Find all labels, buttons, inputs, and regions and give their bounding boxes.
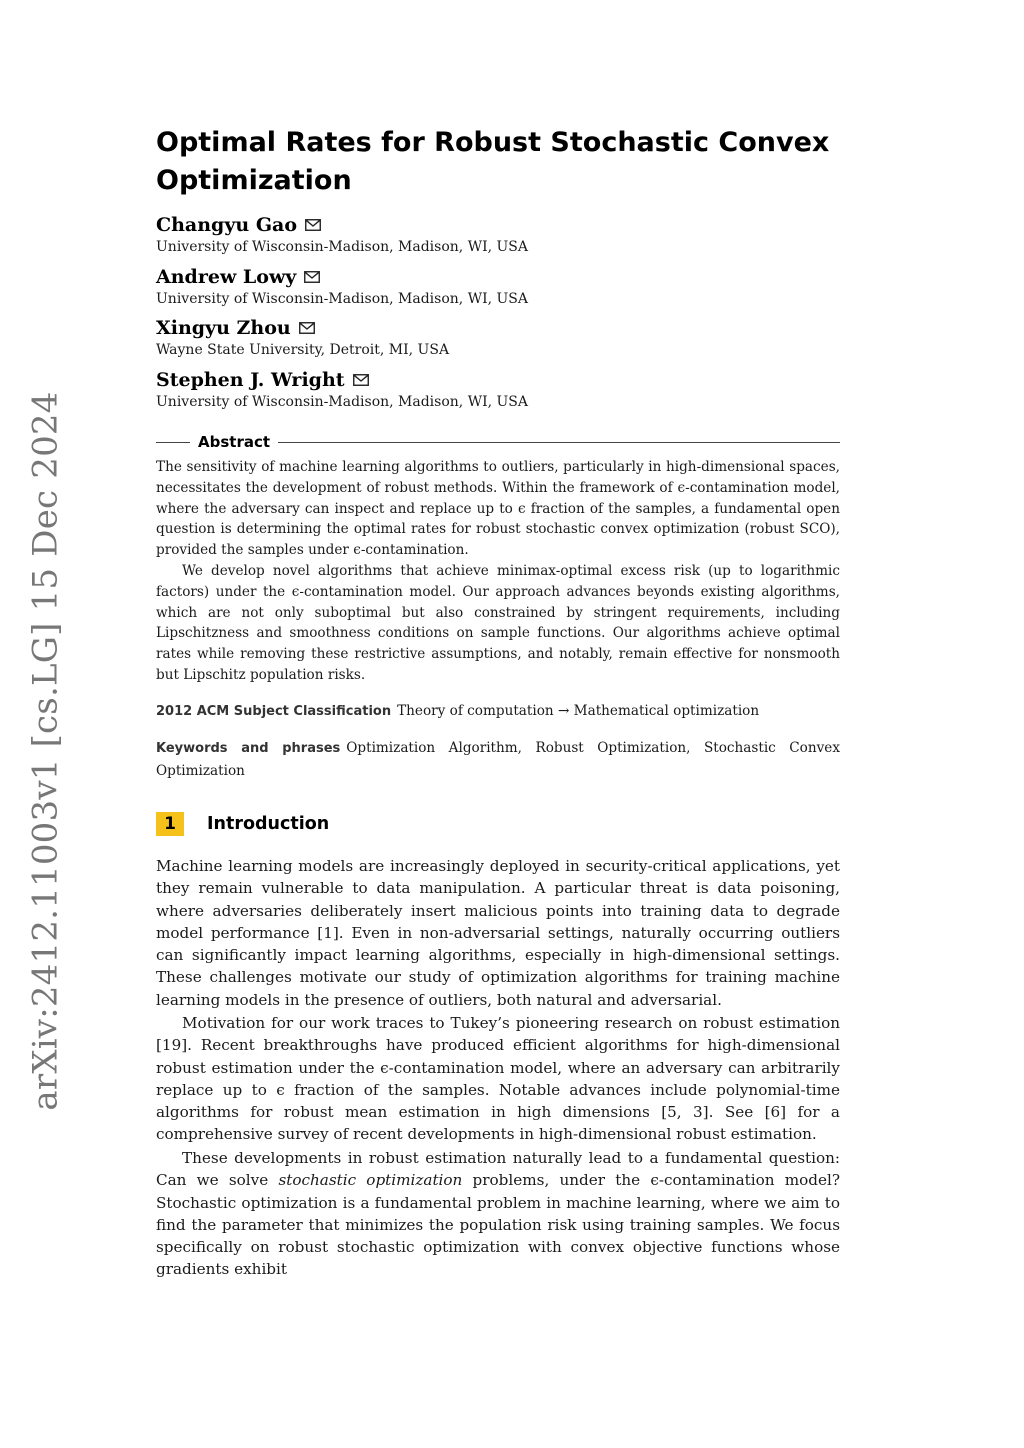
acm-label: 2012 ACM Subject Classification bbox=[156, 704, 392, 719]
keywords-value: Optimization Algorithm, Robust Optimization, Stochastic Convex Optimization bbox=[156, 740, 840, 779]
section-title: Introduction bbox=[207, 814, 330, 834]
email-icon[interactable] bbox=[299, 322, 315, 334]
rule-left bbox=[156, 442, 190, 443]
abstract-heading-rule bbox=[156, 433, 840, 451]
author-name: Xingyu Zhou bbox=[156, 317, 291, 339]
author-affiliation: Wayne State University, Detroit, MI, USA bbox=[156, 342, 450, 358]
abstract-heading: Abstract bbox=[198, 433, 271, 451]
email-icon[interactable] bbox=[305, 219, 321, 231]
author-name: Changyu Gao bbox=[156, 214, 298, 236]
intro-paragraph: Motivation for our work traces to Tukey’s pioneering research on robust estimation [19]. Recent breakthroughs have produced efficient algorithms for high-dimensional robust estimation under the ϵ-contamination model, where an adversary can arbitrarily replace up to ϵ fraction of the samples. Notable advances include polynomial-time algorithms for robust mean estimation in high dimensions [5, 3]. See [6] for a comprehensive survey of recent developments in high-dimensional robust estimation. bbox=[156, 1014, 840, 1144]
arxiv-sidebar-stamp bbox=[14, 391, 78, 1111]
abstract-paragraph: The sensitivity of machine learning algorithms to outliers, particularly in high-dimensional spaces, necessitates the development of robust methods. Within the framework of ϵ-contamination model, where the adversary can inspect and replace up to ϵ fraction of the samples, a fundamental open question is determining the optimal rates for robust stochastic convex optimization (robust SCO), provided the samples under ϵ-contamination. bbox=[156, 459, 840, 559]
section-number: 1 bbox=[156, 812, 184, 836]
intro-paragraph: Machine learning models are increasingly deployed in security-critical applications, yet they remain vulnerable to data manipulation. A particular threat is data poisoning, where adversaries deliberately insert malicious points into training data to degrade model performance [1]. Even in non-adversarial settings, naturally occurring outliers can significantly impact learning algorithms, especially in high-dimensional settings. These challenges motivate our study of optimization algorithms for training machine learning models in the presence of outliers, both natural and adversarial. bbox=[156, 857, 840, 1009]
paper-title: Optimal Rates for Robust Stochastic Convex Optimization bbox=[156, 127, 830, 196]
email-icon[interactable] bbox=[353, 374, 369, 386]
author-affiliation: University of Wisconsin-Madison, Madison, WI, USA bbox=[156, 239, 529, 255]
author-block bbox=[156, 265, 528, 308]
intro-text: problems, under the ϵ-contamination model? Stochastic optimization is a fundamental problem in machine learning, where we aim to find the parameter that minimizes the population risk using training samples. We focus specifically on robust stochastic optimization with convex objective functions whose gradients exhibit bbox=[156, 1171, 840, 1279]
author-block bbox=[156, 368, 528, 411]
keywords-label: Keywords and phrases bbox=[156, 741, 341, 756]
acm-classification bbox=[156, 700, 840, 723]
author-name: Andrew Lowy bbox=[156, 266, 297, 288]
keywords bbox=[156, 737, 840, 782]
author-affiliation: University of Wisconsin-Madison, Madison, WI, USA bbox=[156, 394, 529, 410]
author-block bbox=[156, 213, 528, 256]
intro-emphasis: stochastic optimization bbox=[278, 1171, 463, 1190]
author-affiliation: University of Wisconsin-Madison, Madison, WI, USA bbox=[156, 291, 529, 307]
author-name: Stephen J. Wright bbox=[156, 369, 345, 391]
intro-paragraph bbox=[156, 1147, 840, 1281]
section-heading bbox=[156, 812, 329, 836]
rule-right bbox=[278, 442, 840, 443]
author-block bbox=[156, 316, 449, 359]
arxiv-id: arXiv:2412.11003v1 [cs.LG] 15 Dec 2024 bbox=[26, 391, 66, 1111]
intro-text: These developments in robust estimation naturally lead to a fundamental question: Can we solve bbox=[156, 1149, 840, 1190]
acm-value: Theory of computation → Mathematical optimization bbox=[397, 703, 760, 719]
abstract-paragraph: We develop novel algorithms that achieve minimax-optimal excess risk (up to logarithmic factors) under the ϵ-contamination model. Our approach advances beyonds existing algorithms, which are not only suboptimal but also constrained by stringent requirements, including Lipschitzness and smoothness conditions on sample functions. Our algorithms achieve optimal rates while removing these restrictive assumptions, and notably, remain effective for nonsmooth but Lipschitz population risks. bbox=[156, 563, 840, 683]
email-icon[interactable] bbox=[304, 271, 320, 283]
